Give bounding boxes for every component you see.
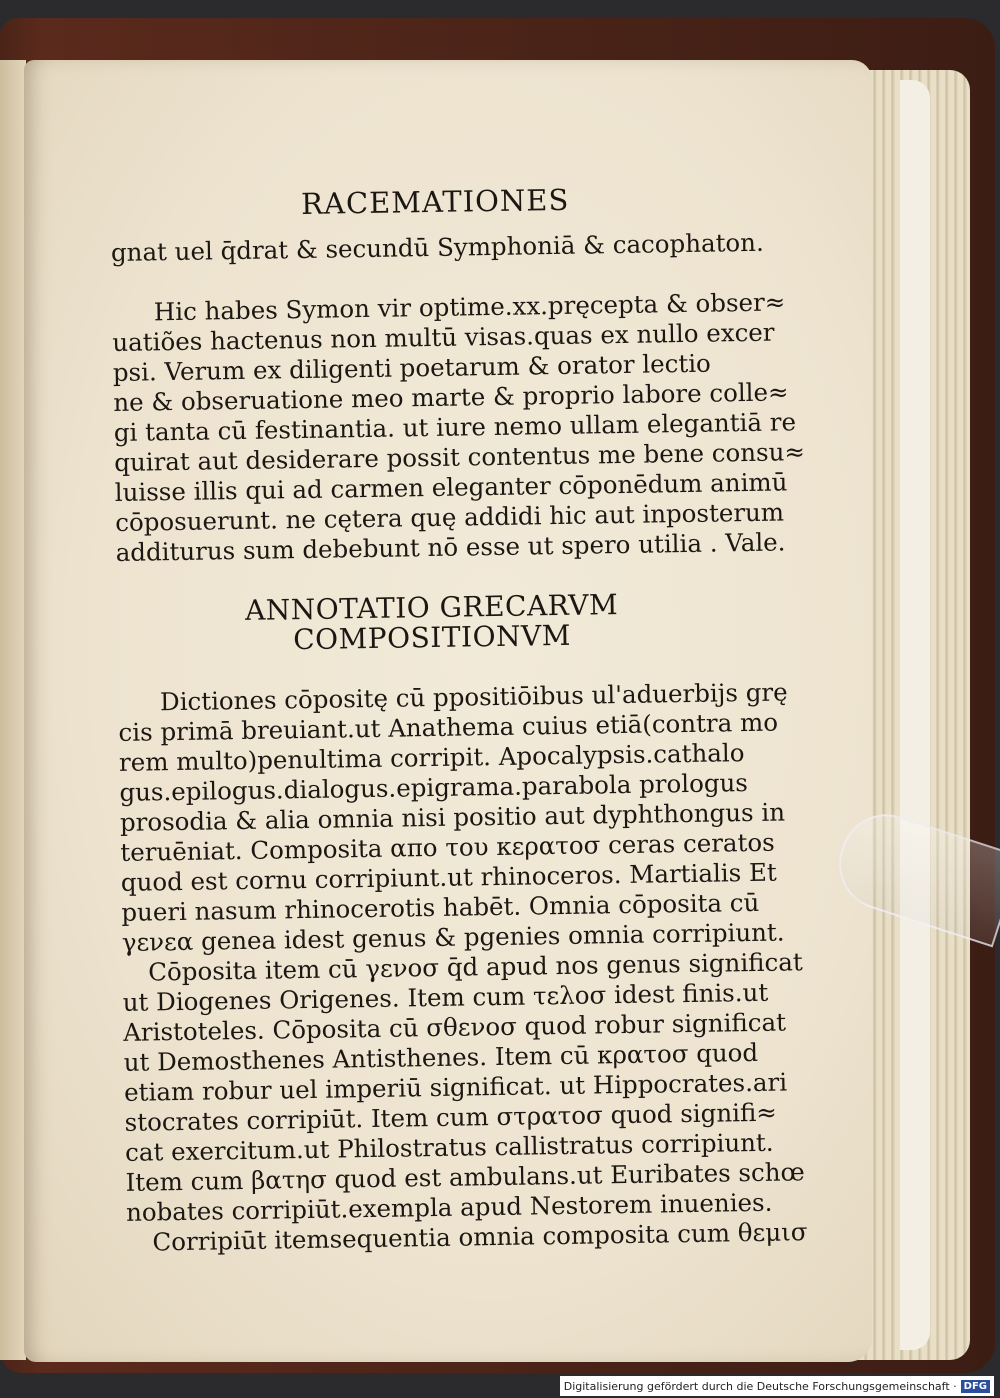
text-line: Hic habes Symon vir optime.xx.pręcepta & obser≈ — [153, 287, 786, 327]
text-line: gus.epilogus.dialogus.epigrama.parabola prologus — [119, 768, 749, 807]
text-line: uatiões hactenus non multū visas.quas ex nullo excer — [112, 317, 775, 357]
text-line: quod est cornu corripiunt.ut rhinoceros. Martialis Et — [120, 857, 777, 897]
text-line: ut Diogenes Origenes. Item cum τελοσ idest finis.ut — [122, 977, 769, 1017]
text-line: gi tanta cū festinantia. ut iure nemo ullam elegantiā re — [113, 407, 797, 447]
section-heading-line-1: ANNOTATIO GRECARVM — [244, 588, 619, 627]
text-line: stocrates corripiūt. Item cum στρατοσ quod signifi≈ — [124, 1097, 778, 1137]
text-line: additurus sum debebunt nō esse ut spero utilia . Vale. — [115, 527, 786, 567]
text-line: nobates corripiūt.exempla apud Nestorem inuenies. — [125, 1187, 773, 1227]
text-line: Cōposita item cū γενοσ q̄d apud nos genus significat — [148, 947, 803, 987]
running-head: RACEMATIONES — [300, 182, 570, 221]
text-line: teruēniat. Composita απο του κερατοσ ceras ceratos — [120, 827, 775, 867]
page-edge-highlight — [900, 80, 930, 1350]
text-line: etiam robur uel imperiū significat. ut Hippocrates.ari — [123, 1067, 788, 1107]
text-line: cis primā breuiant.ut Anathema cuius etiā(contra mo — [118, 707, 779, 747]
facing-page-edge — [0, 60, 26, 1360]
text-line: ut Demosthenes Antisthenes. Item cū κρατοσ quod — [123, 1037, 759, 1077]
text-line: cat exercitum.ut Philostratus callistratus corripiunt. — [124, 1127, 774, 1167]
text-line: Dictiones cōpositę cū ppositiōibus ul'aduerbijs grę — [159, 677, 788, 717]
text-line: ne & obseruatione meo marte & proprio labore colle≈ — [113, 377, 789, 417]
text-line: gnat uel q̄drat & secundū Symphoniā & cacophaton. — [110, 227, 764, 267]
book-page — [24, 60, 872, 1362]
text-line: quirat aut desiderare possit contentus me bene consu≈ — [114, 437, 806, 477]
text-line: Item cum βατησ quod est ambulans.ut Euribates schœ — [125, 1157, 805, 1197]
text-line: rem multo)penultima corripit. Apocalypsis.cathalo — [118, 738, 745, 777]
digitization-footer — [560, 1376, 994, 1396]
section-heading-line-2: COMPOSITIONVM — [292, 618, 572, 657]
page-text — [110, 180, 808, 1258]
text-line: pueri nasum rhinocerotis habēt. Omnia cōposita cū — [121, 887, 760, 927]
text-line: psi. Verum ex diligenti poetarum & orator lectio — [112, 348, 712, 387]
dfg-logo-icon: DFG — [961, 1380, 990, 1393]
text-line: γενεα genea idest genus & pgenies omnia corripiunt. — [121, 917, 785, 957]
text-line: cōposuerunt. ne cętera quę addidi hic aut inposterum — [114, 497, 785, 537]
text-line: luisse illis qui ad carmen eleganter cōponēdum animū — [114, 467, 788, 507]
footer-credit: Digitalisierung gefördert durch die Deutsche Forschungsgemeinschaft · — [563, 1379, 957, 1393]
text-line: prosodia & alia omnia nisi positio aut dyphthongus in — [119, 797, 786, 837]
text-line: Aristoteles. Cōposita cū σθενοσ quod robur significat — [123, 1007, 787, 1047]
text-line: Corripiūt itemsequentia omnia composita cum θεμισ — [152, 1217, 808, 1257]
